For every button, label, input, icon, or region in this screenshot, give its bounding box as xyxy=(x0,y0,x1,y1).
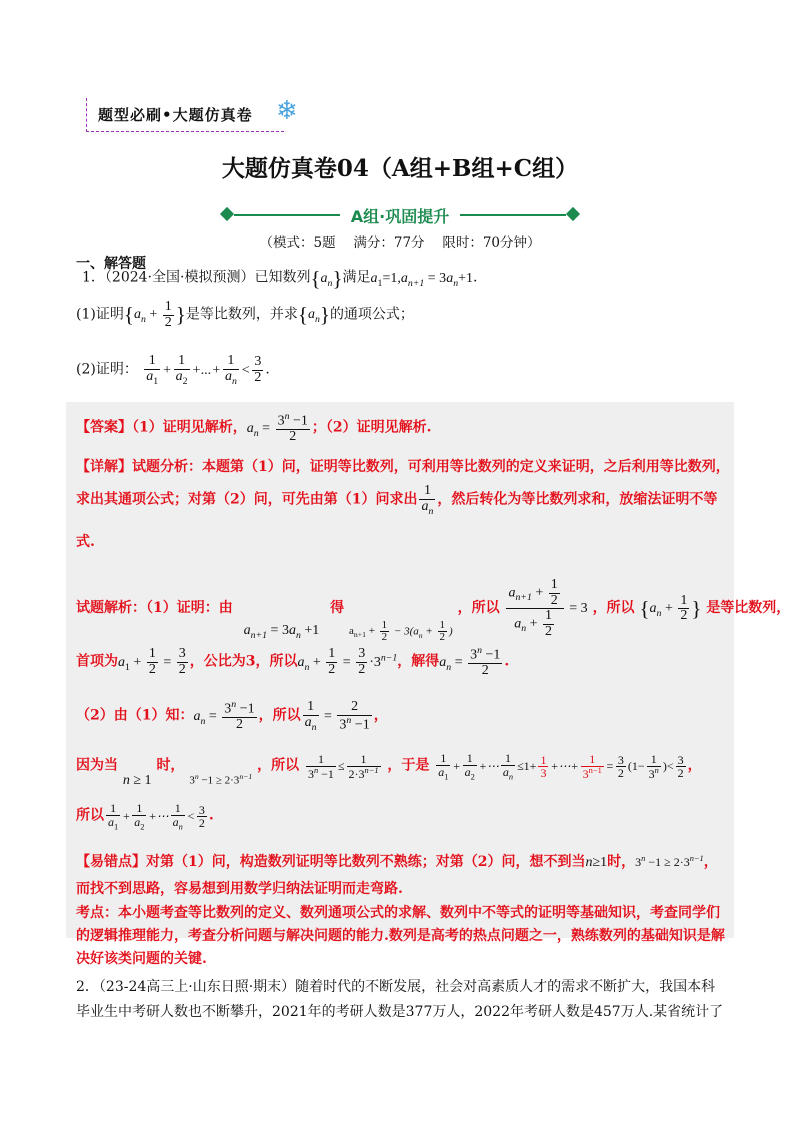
solution-line-3: （2）由（1）知：$a_n$ = $\frac{3^n -1}{2}$ ，所以 $\frac{1}{a_n}$ = $\frac{2}{3^n -1}$ ， xyxy=(76,699,388,733)
solution-line-2: 首项为$a_1$ + $\frac{1}{2}$ = $\frac{3}{2}$ ，公比为3，所以$a_n$ + $\frac{1}{2}$ = $\frac{3}{2}$ $\cdot 3^{n-1}$，解得$a_n$ = $\frac{3^n -1}{2}$ . xyxy=(76,645,510,679)
q1-stem: 1．（2024·全国·模拟预测）已知数列$\{a_n\}$满足$a_1=1,a_{n+1} = 3a_n+1$. xyxy=(82,266,478,290)
header-tag: 题型必刷•大题仿真卷 xyxy=(98,106,253,124)
diamond-icon xyxy=(566,207,580,221)
detail-line-3: 式. xyxy=(76,534,95,550)
detail-line-2: 求出其通项公式；对第（2）问，可先由第（1）问求出 $\frac{1}{a_n}$ ，然后转化为等比数列求和，放缩法证明不等 xyxy=(76,483,718,517)
q2-line-2: 毕业生中考研人数也不断攀升，2021年的考研人数是377万人，2022年考研人数是457万人.某省统计了 xyxy=(76,1004,724,1020)
banner-line-left xyxy=(234,214,340,216)
q2-line-1: 2．（23-24高三上·山东日照·期末）随着时代的不断发展，社会对高素质人才的需求不断扩大，我国本科 xyxy=(76,979,716,995)
keypoint-line-3: 决好该类问题的关键. xyxy=(76,951,207,967)
solution-line-1: 试题解析：（1）证明：由 $a_{n+1} = 3a_n +1$ 得 $a_{n+1}$ + $\frac{1}{2}$ − $3(a_n$ + $\frac{1}{2}$ ) ，所以 $a_{n+1}$ + $\frac{1}{2}$ $a_n$ + $\frac{1}{2}$ = 3 ，所以 {$a_n$ + $\frac{1}{2}$ } 是等比数列， xyxy=(76,577,791,644)
header-divider-vertical xyxy=(86,98,87,132)
pitfall-line-2: 而找不到思路，容易想到用数学归纳法证明而走弯路. xyxy=(76,881,403,897)
exam-meta: （模式：5题 满分：77分 限时：70分钟） xyxy=(259,235,541,251)
group-label: A组·巩固提升 xyxy=(350,207,450,226)
diamond-icon xyxy=(220,207,234,221)
solution-line-5: 所以 $\frac{1}{a_1}$ + $\frac{1}{a_2}$ +⋯ $\frac{1}{a_n}$ < $\frac{3}{2}$ . xyxy=(76,801,214,831)
q1-part2: (2)证明： $\frac{1}{a_1}$ + $\frac{1}{a_2}$ +...+ $\frac{1}{a_n}$ < $\frac{3}{2}$ . xyxy=(76,353,270,387)
section-title: 一、解答题 xyxy=(76,256,146,272)
detail-line-1: 【详解】试题分析：本题第（1）问，证明等比数列，可利用等比数列的定义来证明，之后利用等比数列， xyxy=(76,459,730,475)
page-title: 大题仿真卷04（A组+B组+C组） xyxy=(221,155,579,182)
snowflake-icon: ❄ xyxy=(276,96,298,126)
pitfall-line-1: 【易错点】对第（1）问，构造数列证明等比数列不熟练；对第（2）问，想不到当n≥1时，$3^n -1 \ge 2\cdot 3^{n-1}$， xyxy=(76,854,718,870)
answer-line: 【答案】（1）证明见解析，$a_n$ = $\frac{3^n -1}{2}$ ；（2）证明见解析. xyxy=(76,411,432,445)
header-divider-horizontal xyxy=(86,131,284,132)
group-banner xyxy=(220,205,580,225)
banner-line-right xyxy=(460,214,566,216)
q1-part1: (1)证明{$a_n$ + $\frac{1}{2}$ }是等比数列，并求$\{a_n\}$的通项公式； xyxy=(76,299,414,330)
q1-source: （2024·全国·模拟预测） xyxy=(104,269,255,286)
solution-line-4: 因为当 n ≥ 1 时， $3^n -1 \ge 2\cdot 3^{n-1}$ ，所以 $\frac{1}{3^n -1}$ ≤ $\frac{1}{2\cdot 3^{n-1}}$ ，于是 $\frac{1}{a_1}$ + $\frac{1}{a_2}$ +⋯ $\frac{1}{a_n}$ ≤1+ $\frac{1}{3}$ +⋯+ $\frac{1}{3^{n-1}}$ = $\frac{3}{2}$ (1− $\frac{1}{3^n}$ )< $\frac{3}{2}$ ， xyxy=(76,751,702,788)
keypoint-line-1: 考点：本小题考查等比数列的定义、数列通项公式的求解、数列中不等式的证明等基础知识，考查同学们 xyxy=(76,905,720,921)
keypoint-line-2: 的逻辑推理能力，考查分析问题与解决问题的能力.数列是高考的热点问题之一，熟练数列的基础知识是解 xyxy=(76,928,725,944)
